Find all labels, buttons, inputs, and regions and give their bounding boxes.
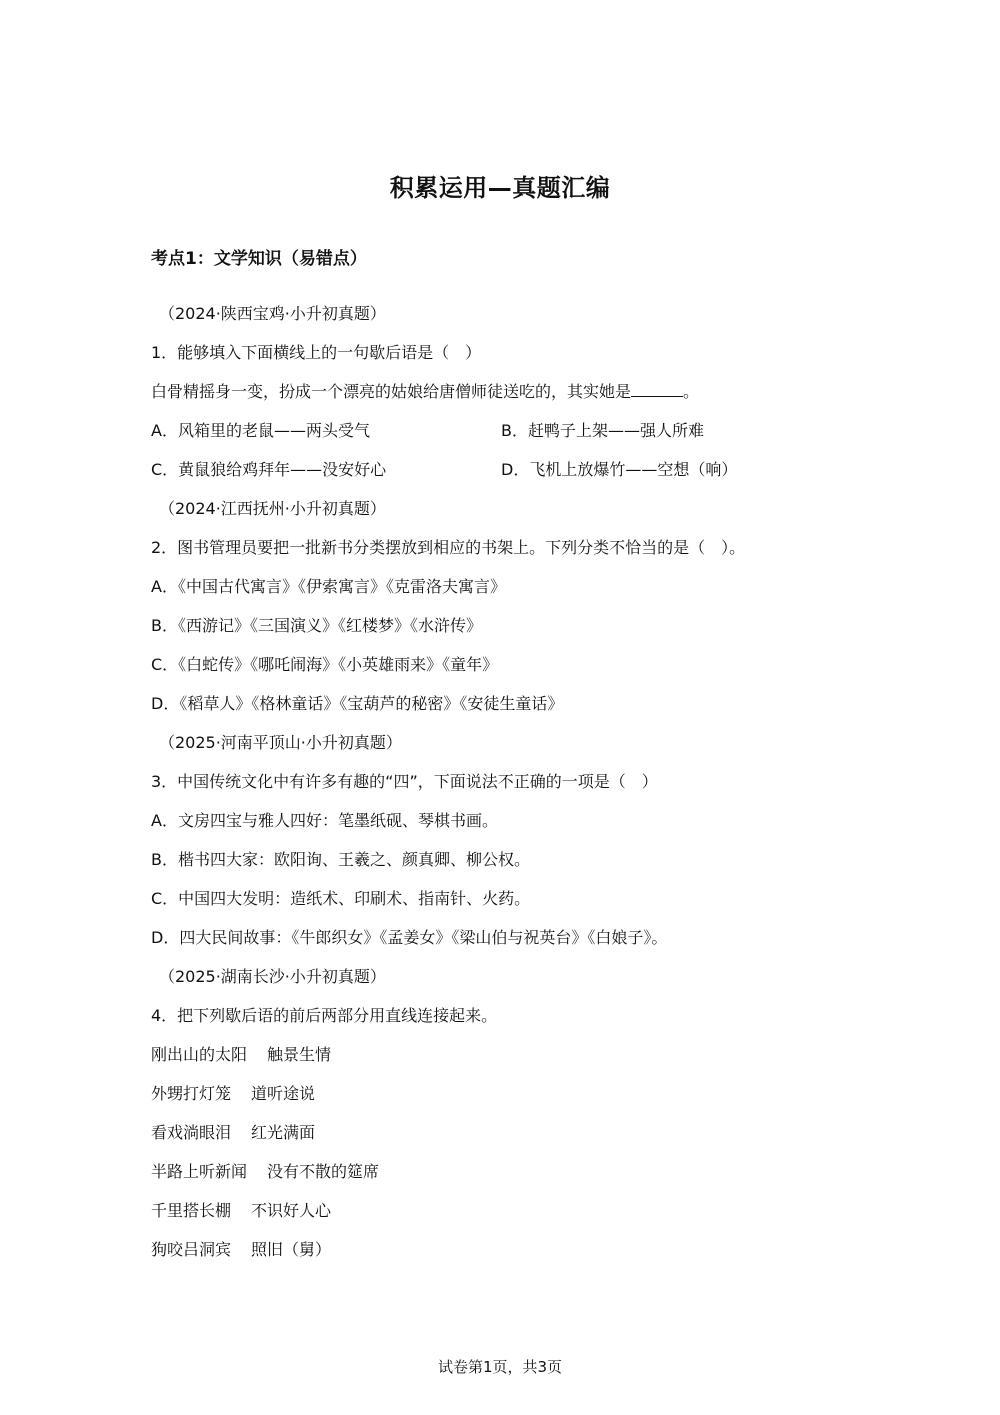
q2-option-d: D．《稻草人》《格林童话》《宝葫芦的秘密》《安徒生童话》: [151, 694, 564, 713]
q4-pair: [151, 1230, 851, 1269]
q4-pair-right: 触景生情: [267, 1045, 332, 1064]
q3-source: （2025·河南平顶山·小升初真题）: [159, 733, 402, 752]
q1-options-row-2: [151, 450, 851, 489]
q3-option-c: C．中国四大发明：造纸术、印刷术、指南针、火药。: [151, 889, 531, 908]
q4-source: （2025·湖南长沙·小升初真题）: [159, 967, 386, 986]
q4-pair-left: 刚出山的太阳: [151, 1045, 248, 1064]
q4-pair-right: 道听途说: [251, 1084, 316, 1103]
q1-passage: [151, 372, 851, 411]
q2-option-a: A．《中国古代寓言》《伊索寓言》《克雷洛夫寓言》: [151, 577, 506, 596]
q2-source: （2024·江西抚州·小升初真题）: [159, 499, 386, 518]
q1-option-d: D．飞机上放爆竹——空想（响）: [501, 460, 738, 479]
q1-stem: 1．能够填入下面横线上的一句歇后语是（ ）: [151, 343, 482, 362]
q1-options-row-1: [151, 411, 851, 450]
question-content: [151, 294, 851, 1269]
q4-pair-left: 半路上听新闻: [151, 1162, 248, 1181]
q4-pair-left: 千里搭长棚: [151, 1201, 232, 1220]
q3-option-d: D．四大民间故事：《牛郎织女》《孟姜女》《梁山伯与祝英台》《白娘子》。: [151, 928, 668, 947]
q4-pair: [151, 1074, 851, 1113]
section-heading: 考点1：文学知识（易错点）: [151, 249, 367, 269]
page-footer: 试卷第1页，共3页: [437, 1358, 563, 1376]
q1-source: （2024·陕西宝鸡·小升初真题）: [159, 304, 386, 323]
q2-stem: 2．图书管理员要把一批新书分类摆放到相应的书架上。下列分类不恰当的是（ ）。: [151, 538, 746, 557]
q4-stem: 4．把下列歇后语的前后两部分用直线连接起来。: [151, 1006, 498, 1025]
answer-blank[interactable]: [631, 380, 683, 397]
page-title: 积累运用—真题汇编: [389, 174, 611, 202]
q2-option-b: B．《西游记》《三国演义》《红楼梦》《水浒传》: [151, 616, 482, 635]
q3-option-a: A．文房四宝与雅人四好：笔墨纸砚、琴棋书画。: [151, 811, 498, 830]
q4-pair-left: 外甥打灯笼: [151, 1084, 232, 1103]
q1-option-a: A．风箱里的老鼠——两头受气: [151, 421, 370, 440]
q3-stem: 3．中国传统文化中有许多有趣的“四”，下面说法不正确的一项是（ ）: [151, 772, 658, 791]
q4-pair-left: 狗咬吕洞宾: [151, 1240, 232, 1259]
q4-pair-right: 没有不散的筵席: [267, 1162, 380, 1181]
q3-option-b: B．楷书四大家：欧阳询、王羲之、颜真卿、柳公权。: [151, 850, 530, 869]
q4-pair-left: 看戏淌眼泪: [151, 1123, 232, 1142]
q4-pair-right: 红光满面: [251, 1123, 316, 1142]
q2-option-c: C．《白蛇传》《哪吒闹海》《小英雄雨来》《童年》: [151, 655, 499, 674]
q1-option-c: C．黄鼠狼给鸡拜年——没安好心: [151, 460, 387, 479]
q4-pair: [151, 1035, 851, 1074]
q4-pair-right: 不识好人心: [251, 1201, 332, 1220]
q4-pair: [151, 1152, 851, 1191]
q4-pair: [151, 1113, 851, 1152]
q1-option-b: B．赶鸭子上架——强人所难: [501, 421, 704, 440]
q1-passage-end: 。: [683, 382, 700, 401]
q1-passage-text: 白骨精摇身一变，扮成一个漂亮的姑娘给唐僧师徒送吃的，其实她是: [151, 382, 632, 401]
q4-pair: [151, 1191, 851, 1230]
q4-pair-right: 照旧（舅）: [251, 1240, 332, 1259]
